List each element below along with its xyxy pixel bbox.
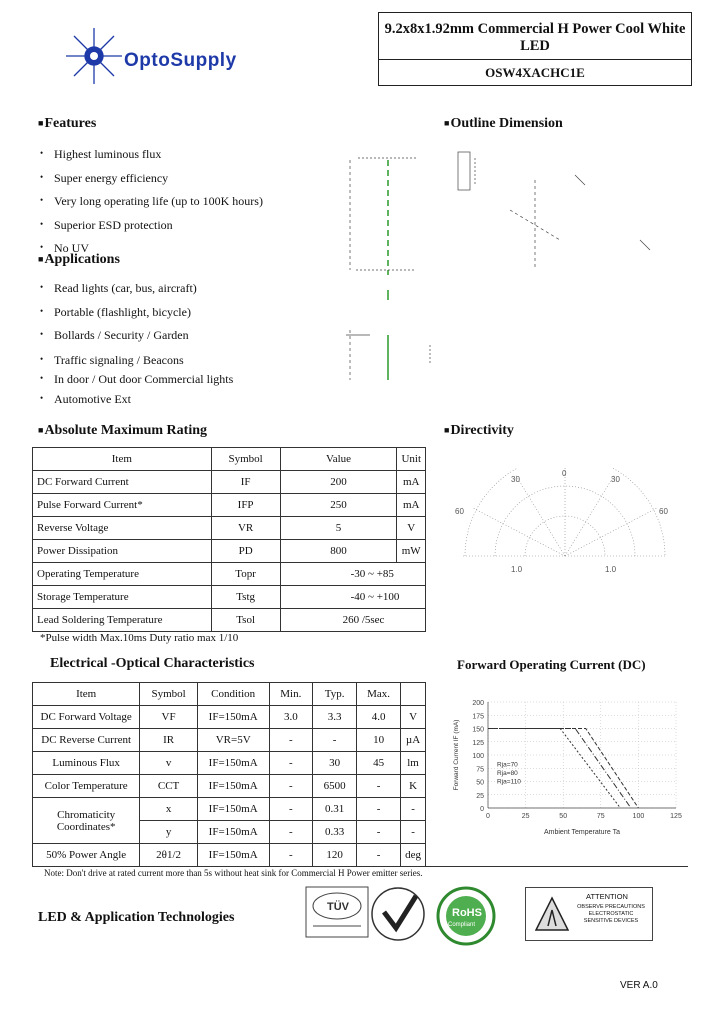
y-tick-label: 0 xyxy=(480,806,484,813)
x-tick-label: 100 xyxy=(632,813,645,820)
series-label: Rja=70 xyxy=(497,761,518,769)
y-tick-label: 75 xyxy=(476,766,484,774)
y-tick-label: 25 xyxy=(476,792,484,800)
x-axis-label: Ambient Temperature Ta xyxy=(543,829,621,836)
rohs-sub-text: Compliant xyxy=(448,922,476,928)
y-tick-label: 175 xyxy=(472,713,484,721)
list-item: • Read lights (car, bus, aircraft) xyxy=(40,281,197,295)
y-tick-label: 150 xyxy=(472,726,484,734)
x-tick-label: 50 xyxy=(559,813,568,820)
rohs-text: RoHS xyxy=(452,907,482,919)
applications-heading: ■Applications xyxy=(38,252,120,267)
table-row: Reverse Voltage VR 5 V xyxy=(33,517,426,540)
directivity-chart xyxy=(455,468,675,580)
applications-list xyxy=(40,276,233,410)
list-item: • Traffic signaling / Beacons xyxy=(40,352,184,367)
version-label: VER A.0 xyxy=(620,980,658,991)
list-item: • Bollards / Security / Garden xyxy=(40,328,189,342)
directivity-angle-label: 0 xyxy=(562,469,567,478)
table-row: Chromaticity Coordinates* x IF=150mA - 0.31 - - xyxy=(33,798,426,821)
directivity-heading: ■Directivity xyxy=(444,423,514,438)
y-tick-label: 200 xyxy=(472,700,484,707)
title-box xyxy=(378,12,692,86)
y-axis-label: Forward Current IF (mA) xyxy=(453,719,460,791)
list-item: • Super energy efficiency xyxy=(40,170,169,185)
elec-table: Item Symbol Condition Min. Typ. Max. DC Forward Voltage VF IF=150mA 3.0 3.3 4.0 V DC Reverse Current IR VR=5V - - 10 µA Luminous Flux v IF=150mA - 30 45 lm Color Temperature CCT IF=150mA - 6500 - K Chromaticity Coordinates* x IF=150mA - 0.31 - - y IF=150mA - 0.33 - - 50% Power Angle 2θ1/2 IF=150mA - 120 - deg xyxy=(32,682,426,867)
abs-max-footnote: *Pulse width Max.10ms Duty ratio max 1/10 xyxy=(40,632,239,644)
attention-text: OBSERVE PRECAUTIONS ELECTROSTATIC SENSITIVE DEVICES xyxy=(577,904,645,924)
features-heading: ■Features xyxy=(38,116,97,131)
y-tick-label: 100 xyxy=(472,753,484,760)
directivity-angle-label: 60 xyxy=(659,507,668,516)
compliance-check-icon xyxy=(370,886,426,942)
forward-current-chart xyxy=(448,690,688,840)
attention-box xyxy=(525,887,653,941)
table-row: DC Forward Current IF 200 mA xyxy=(33,471,426,494)
table-row: Pulse Forward Current* IFP 250 mA xyxy=(33,494,426,517)
x-tick-label: 0 xyxy=(486,813,490,820)
part-number: OSW4XACHC1E xyxy=(485,65,585,80)
elec-note: Note: Don't drive at rated current more than 5s without heat sink for Commercial H Power emitter series. xyxy=(44,868,423,878)
esd-warning-icon xyxy=(534,896,570,932)
x-tick-label: 75 xyxy=(596,813,605,820)
optosupply-logo-icon xyxy=(64,26,124,86)
table-row: DC Reverse Current IR VR=5V - - 10 µA xyxy=(33,729,426,752)
y-tick-label: 125 xyxy=(472,739,484,747)
list-item: • Automotive Ext xyxy=(40,391,131,406)
series-label: Rja=110 xyxy=(497,778,521,786)
list-item: • Highest luminous flux xyxy=(40,147,162,161)
list-item: • Portable (flashlight, bicycle) xyxy=(40,304,191,319)
table-row: DC Forward Voltage VF IF=150mA 3.0 3.3 4.0 V xyxy=(33,706,426,729)
directivity-angle-label: 30 xyxy=(611,475,620,484)
list-item: • No UV xyxy=(40,241,89,255)
outline-drawing xyxy=(320,140,680,390)
title-line1: 9.2x8x1.92mm Commercial H Power Cool White xyxy=(384,21,686,37)
forward-chart-heading: Forward Operating Current (DC) xyxy=(457,657,646,672)
list-item: • Superior ESD protection xyxy=(40,217,173,232)
table-row: Lead Soldering Temperature Tsol 260 /5sec xyxy=(33,609,426,632)
series-label: Rja=80 xyxy=(497,770,518,778)
features-list xyxy=(40,142,263,260)
table-row: Operating Temperature Topr -30 ~ +85 xyxy=(33,563,426,586)
x-tick-label: 125 xyxy=(670,813,682,820)
table-row: Storage Temperature Tstg -40 ~ +100 xyxy=(33,586,426,609)
title-line2: LED xyxy=(520,38,550,54)
brand-name: OptoSupply xyxy=(124,50,237,71)
directivity-angle-label: 60 xyxy=(455,507,464,516)
list-item: • Very long operating life (up to 100K hours) xyxy=(40,194,263,208)
table-row: Luminous Flux v IF=150mA - 30 45 lm xyxy=(33,752,426,775)
note-divider xyxy=(32,866,688,867)
abs-max-table: Item Symbol Value Unit DC Forward Current IF 200 mA Pulse Forward Current* IFP 250 mA Reverse Voltage VR 5 V Power Dissipation PD 800 mW Operating Temperature Topr -30 ~ +85 Storage Temperature Tstg -40 ~ +100 Lead Soldering Temperature Tsol 260 /5sec xyxy=(32,447,426,632)
x-tick-label: 25 xyxy=(521,813,530,820)
directivity-bottom-label: 1.0 xyxy=(511,565,523,574)
company-name: LED & Application Technologies xyxy=(38,910,235,925)
table-row: Power Dissipation PD 800 mW xyxy=(33,540,426,563)
attention-title: ATTENTION xyxy=(586,892,628,901)
tuv-logo-icon xyxy=(305,886,369,938)
directivity-angle-label: 30 xyxy=(511,475,520,484)
table-row: Color Temperature CCT IF=150mA - 6500 - K xyxy=(33,775,426,798)
outline-heading: ■Outline Dimension xyxy=(444,116,563,131)
abs-max-heading: ■Absolute Maximum Rating xyxy=(38,423,207,438)
rohs-logo-icon xyxy=(434,886,498,946)
directivity-bottom-label: 1.0 xyxy=(605,565,617,574)
table-row: y IF=150mA - 0.33 - - xyxy=(33,821,426,844)
list-item: • In door / Out door Commercial lights xyxy=(40,372,234,386)
tuv-text: TÜV xyxy=(327,901,349,913)
table-row: 50% Power Angle 2θ1/2 IF=150mA - 120 - deg xyxy=(33,844,426,867)
y-tick-label: 50 xyxy=(476,779,484,787)
elec-heading: Electrical -Optical Characteristics xyxy=(50,656,255,671)
